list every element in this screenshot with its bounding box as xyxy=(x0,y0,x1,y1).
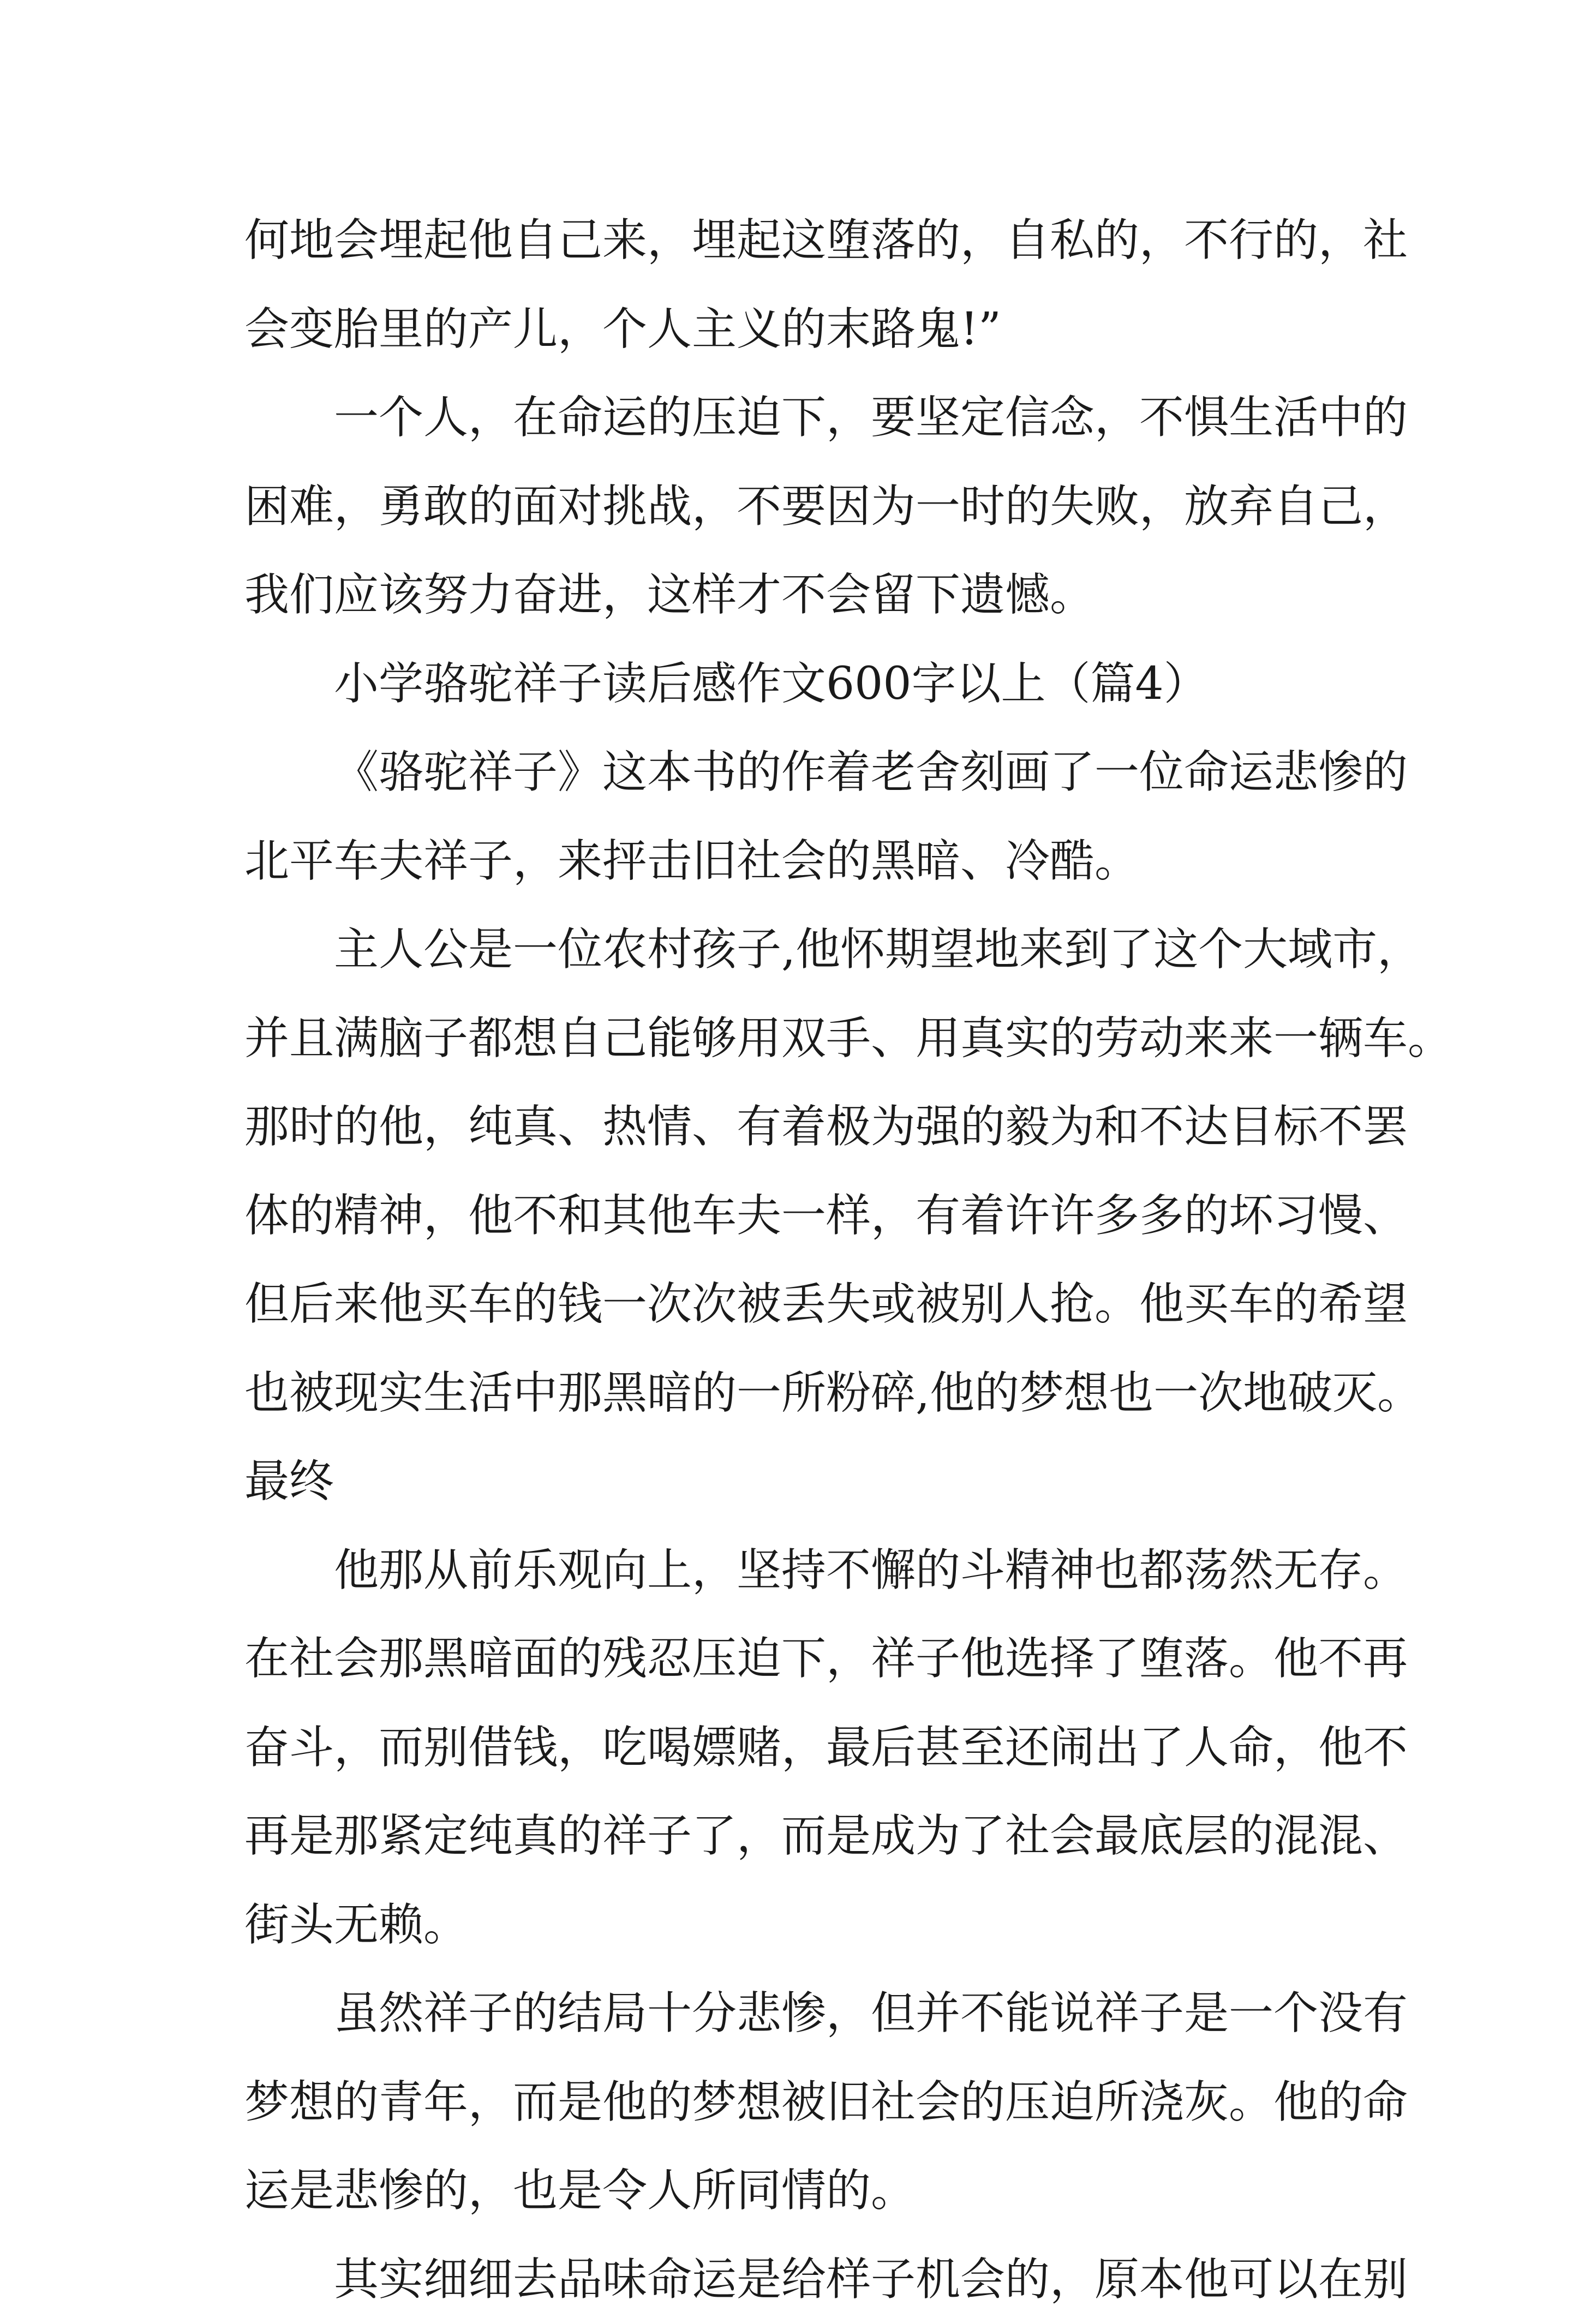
text-line: 虽然祥子的结局十分悲惨，但并不能说祥子是一个没有 xyxy=(244,1969,1341,2058)
text-line: 那时的他，纯真、热情、有着极为强的毅为和不达目标不罢 xyxy=(244,1083,1341,1172)
text-line: 《骆驼祥子》这本书的作着老舍刻画了一位命运悲惨的 xyxy=(244,728,1341,817)
text-line: 我们应该努力奋进，这样才不会留下遗憾。 xyxy=(244,551,1341,640)
text-line: 会变胎里的产儿，个人主义的末路鬼!” xyxy=(244,285,1341,374)
text-line: 梦想的青年，而是他的梦想被旧社会的压迫所浇灰。他的命 xyxy=(244,2058,1341,2147)
text-line: 北平车夫祥子，来抨击旧社会的黑暗、冷酷。 xyxy=(244,817,1341,906)
text-line: 最终 xyxy=(244,1437,1341,1526)
text-line: 主人公是一位农村孩子,他怀期望地来到了这个大域市， xyxy=(244,906,1341,995)
text-line: 一个人，在命运的压迫下，要坚定信念，不惧生活中的 xyxy=(244,374,1341,463)
text-line: 其实细细去品味命运是给样子机会的，原本他可以在别 xyxy=(244,2236,1341,2324)
text-line: 困难，勇敢的面对挑战，不要因为一时的失败，放弃自己， xyxy=(244,463,1341,552)
text-line: 体的精神，他不和其他车夫一样，有着许许多多的坏习慢、 xyxy=(244,1172,1341,1261)
text-line: 但后来他买车的钱一次次被丢失或被别人抢。他买车的希望 xyxy=(244,1260,1341,1349)
text-line: 街头无赖。 xyxy=(244,1881,1341,1970)
text-line: 也被现实生活中那黑暗的一所粉碎,他的梦想也一次地破灭。 xyxy=(244,1349,1341,1438)
text-line: 在社会那黑暗面的残忍压迫下，祥子他选择了堕落。他不再 xyxy=(244,1615,1341,1704)
section-heading: 小学骆驼祥子读后感作文600字以上（篇4） xyxy=(244,640,1341,729)
text-line: 运是悲惨的，也是令人所同情的。 xyxy=(244,2147,1341,2236)
body-text xyxy=(244,196,1341,2324)
text-line: 再是那紧定纯真的祥子了，而是成为了社会最底层的混混、 xyxy=(244,1792,1341,1881)
text-line: 奋斗，而别借钱，吃喝嫖赌，最后甚至还闹出了人命，他不 xyxy=(244,1704,1341,1793)
text-line: 他那从前乐观向上，坚持不懈的斗精神也都荡然无存。 xyxy=(244,1526,1341,1615)
text-line: 并且满脑子都想自己能够用双手、用真实的劳动来来一辆车。 xyxy=(244,995,1341,1083)
text-line: 何地会埋起他自己来，埋起这堕落的，自私的，不行的，社 xyxy=(244,196,1341,285)
